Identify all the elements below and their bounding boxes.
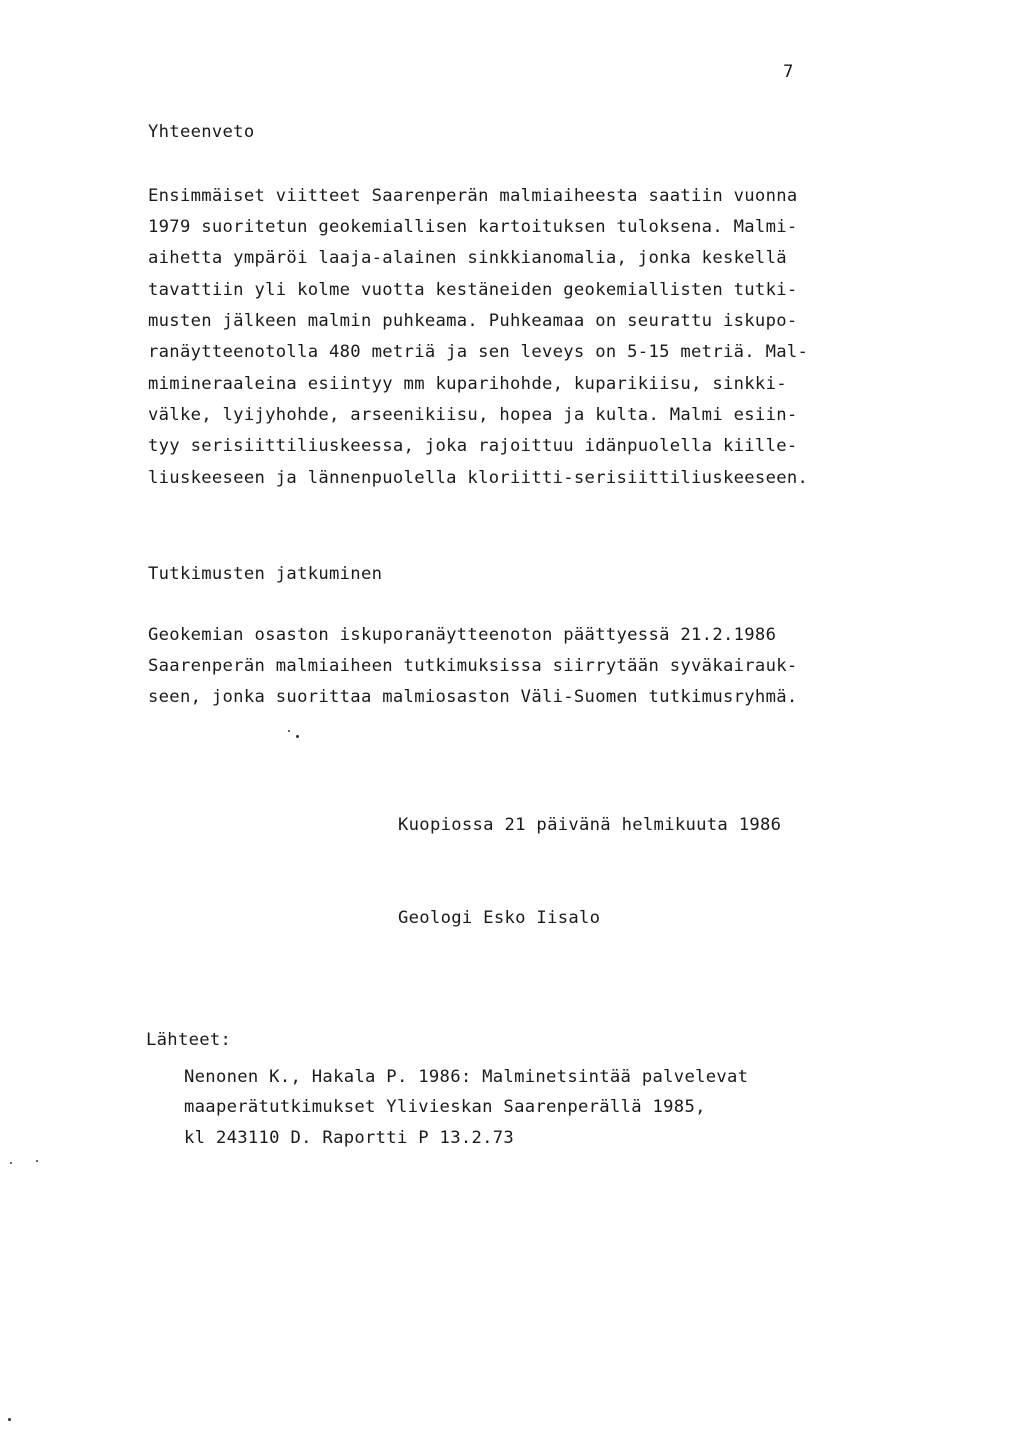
scan-speck [8,1418,11,1421]
scan-speck [10,1162,12,1164]
continuation-heading: Tutkimusten jatkuminen [148,564,383,584]
text-line: ranäytteenotolla 480 metriä ja sen leveys on 5-15 metriä. Mal- [148,342,809,362]
text-line: seen, jonka suorittaa malmiosaston Väli-Suomen tutkimusryhmä. [148,687,798,707]
text-line: aihetta ympäröi laaja-alainen sinkkianomalia, jonka keskellä [148,248,787,268]
text-line: tavattiin yli kolme vuotta kestäneiden geokemiallisten tutki- [148,280,798,300]
scan-speck [296,735,299,738]
reference-line: kl 243110 D. Raportti P 13.2.73 [184,1128,515,1148]
scan-speck [288,730,290,732]
summary-heading: Yhteenveto [148,122,255,142]
page-number: 7 [783,62,794,82]
place-date: Kuopiossa 21 päivänä helmikuuta 1986 [398,815,782,835]
text-line: välke, lyijyhohde, arseenikiisu, hopea ja kulta. Malmi esiin- [148,405,798,425]
text-line: Geokemian osaston iskuporanäytteenoton päättyessä 21.2.1986 [148,625,777,645]
scan-speck [36,1160,38,1162]
references-heading: Lähteet: [146,1030,232,1050]
text-line: mimineraaleina esiintyy mm kuparihohde, kuparikiisu, sinkki- [148,374,787,394]
text-line: Saarenperän malmiaiheen tutkimuksissa siirrytään syväkairauk- [148,656,798,676]
reference-line: maaperätutkimukset Ylivieskan Saarenperällä 1985, [184,1097,706,1117]
text-line: musten jälkeen malmin puhkeama. Puhkeamaa on seurattu iskupo- [148,311,798,331]
text-line: Ensimmäiset viitteet Saarenperän malmiaiheesta saatiin vuonna [148,186,798,206]
text-line: liuskeeseen ja lännenpuolella kloriitti-serisiittiliuskeeseen. [148,468,809,488]
reference-line: Nenonen K., Hakala P. 1986: Malminetsintää palvelevat [184,1067,749,1087]
text-line: tyy serisiittiliuskeessa, joka rajoittuu idänpuolella kiille- [148,436,798,456]
signature: Geologi Esko Iisalo [398,908,601,928]
text-line: 1979 suoritetun geokemiallisen kartoituksen tuloksena. Malmi- [148,217,798,237]
